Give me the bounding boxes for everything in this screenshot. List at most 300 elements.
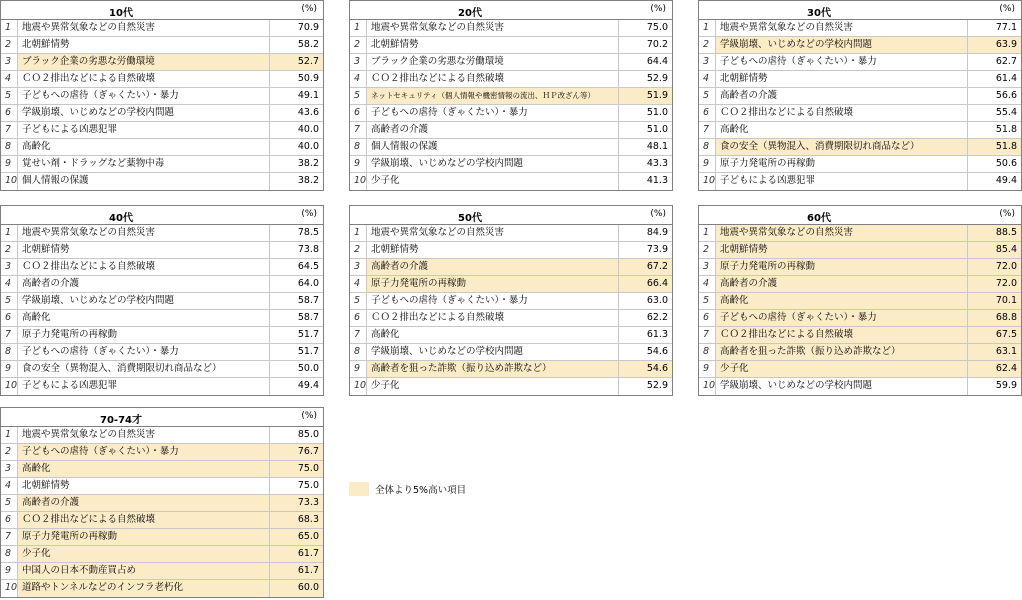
- item-label: 高齢化: [720, 124, 749, 135]
- rank-number: 5: [1, 495, 18, 511]
- rank-number: 5: [1, 88, 18, 104]
- table-row: [699, 276, 1021, 293]
- rank-number: 5: [350, 88, 367, 104]
- rank-number: 1: [350, 225, 367, 241]
- table-row: [1, 37, 323, 54]
- unit-label: (%): [301, 4, 317, 14]
- unit-label: (%): [301, 209, 317, 219]
- table-row: [1, 378, 323, 395]
- item-value: 62.4: [967, 361, 1021, 377]
- item-value: 62.7: [967, 54, 1021, 70]
- item-label: 子どもへの虐待（ぎゃくたい）・暴力: [18, 444, 269, 460]
- table-row: [699, 122, 1021, 139]
- table-row: [699, 259, 1021, 276]
- item-value: 60.0: [269, 580, 323, 597]
- item-value: 51.0: [618, 105, 672, 121]
- table-row: [699, 344, 1021, 361]
- item-value: 77.1: [967, 20, 1021, 36]
- table-row: [350, 122, 672, 139]
- table-row: [350, 173, 672, 190]
- item-value: 67.5: [967, 327, 1021, 343]
- item-label: 北朝鮮情勢: [371, 244, 419, 255]
- item-value: 66.4: [618, 276, 672, 292]
- panel-title: 40代: [109, 213, 133, 224]
- table-row: [1, 310, 323, 327]
- item-value: 51.7: [269, 327, 323, 343]
- panel-header: [1, 1, 323, 20]
- rank-number: 8: [699, 139, 716, 155]
- rank-number: 9: [350, 156, 367, 172]
- table-row: [1, 361, 323, 378]
- table-row: [1, 427, 323, 444]
- item-label: 子どもによる凶悪犯罪: [720, 175, 816, 186]
- panel-header: [350, 1, 672, 20]
- ranking-panel-50s: [349, 205, 673, 396]
- table-row: [350, 242, 672, 259]
- rank-number: 9: [1, 361, 18, 377]
- item-label: ＣＯ２排出などによる自然破壊: [371, 312, 505, 323]
- item-value: 76.7: [269, 444, 323, 460]
- item-value: 62.2: [618, 310, 672, 326]
- rank-number: 7: [699, 327, 716, 343]
- item-value: 78.5: [269, 225, 323, 241]
- table-row: [1, 444, 323, 461]
- item-label: 学級崩壊、いじめなどの学校内問題: [22, 295, 175, 306]
- rank-number: 5: [1, 293, 18, 309]
- item-label: ＣＯ２排出などによる自然破壊: [22, 73, 156, 84]
- rank-number: 5: [699, 293, 716, 309]
- item-label: 子どもへの虐待（ぎゃくたい）・暴力: [22, 90, 179, 101]
- table-row: [1, 259, 323, 276]
- legend-swatch: [349, 482, 369, 496]
- rank-number: 10: [350, 173, 367, 190]
- item-label: ＣＯ２排出などによる自然破壊: [18, 512, 269, 528]
- item-value: 48.1: [618, 139, 672, 155]
- item-value: 75.0: [269, 478, 323, 494]
- table-row: [699, 156, 1021, 173]
- item-value: 54.6: [618, 361, 672, 377]
- table-row: [350, 20, 672, 37]
- item-value: 59.9: [967, 378, 1021, 395]
- item-label: 道路やトンネルなどのインフラ老朽化: [18, 580, 269, 597]
- rank-number: 7: [1, 327, 18, 343]
- ranking-panel-30s: [698, 0, 1022, 191]
- table-row: [699, 37, 1021, 54]
- item-value: 63.9: [967, 37, 1021, 53]
- rank-number: 6: [699, 105, 716, 121]
- item-label: 中国人の日本不動産買占め: [18, 563, 269, 579]
- table-row: [1, 139, 323, 156]
- item-value: 54.6: [618, 344, 672, 360]
- ranking-panel-70-74: [0, 407, 324, 598]
- table-row: [350, 276, 672, 293]
- table-row: [699, 293, 1021, 310]
- rank-number: 6: [1, 310, 18, 326]
- table-row: [1, 478, 323, 495]
- rank-number: 3: [1, 461, 18, 477]
- item-value: 61.7: [269, 563, 323, 579]
- rank-number: 10: [1, 580, 18, 597]
- item-label: 高齢化: [22, 312, 51, 323]
- item-label: 高齢者を狙った詐欺（振り込め詐欺など）: [367, 361, 618, 377]
- item-value: 52.9: [618, 71, 672, 87]
- item-value: 85.0: [269, 427, 323, 443]
- item-label: 高齢化: [22, 141, 51, 152]
- table-row: [699, 173, 1021, 190]
- panel-title: 20代: [458, 8, 482, 19]
- table-row: [350, 344, 672, 361]
- table-row: [350, 310, 672, 327]
- item-label: 高齢化: [18, 461, 269, 477]
- item-value: 41.3: [618, 173, 672, 190]
- table-row: [1, 242, 323, 259]
- panel-title: 60代: [807, 213, 831, 224]
- item-value: 64.0: [269, 276, 323, 292]
- panel-header: [1, 206, 323, 225]
- item-label: 子どもによる凶悪犯罪: [22, 124, 118, 135]
- ranking-panel-40s: [0, 205, 324, 396]
- table-row: [699, 54, 1021, 71]
- item-value: 61.3: [618, 327, 672, 343]
- table-row: [699, 105, 1021, 122]
- table-row: [350, 71, 672, 88]
- item-label: 覚せい剤・ドラッグなど薬物中毒: [22, 158, 165, 169]
- item-label: 子どもによる凶悪犯罪: [22, 380, 118, 391]
- table-row: [699, 361, 1021, 378]
- item-value: 38.2: [269, 173, 323, 190]
- table-row: [699, 310, 1021, 327]
- rank-number: 2: [350, 37, 367, 53]
- table-row: [1, 276, 323, 293]
- table-row: [699, 327, 1021, 344]
- item-value: 55.4: [967, 105, 1021, 121]
- item-value: 49.1: [269, 88, 323, 104]
- panel-header: [699, 206, 1021, 225]
- item-label: 少子化: [18, 546, 269, 562]
- table-row: [1, 344, 323, 361]
- item-label: 高齢化: [716, 293, 967, 309]
- item-value: 51.8: [967, 139, 1021, 155]
- rank-number: 8: [1, 546, 18, 562]
- ranking-panel-10s: [0, 0, 324, 191]
- table-row: [1, 156, 323, 173]
- item-label: 少子化: [716, 361, 967, 377]
- item-label: 高齢者を狙った詐欺（振り込め詐欺など）: [716, 344, 967, 360]
- table-row: [1, 88, 323, 105]
- item-label: 北朝鮮情勢: [22, 480, 70, 491]
- item-label: 原子力発電所の再稼動: [716, 259, 967, 275]
- item-value: 58.7: [269, 293, 323, 309]
- item-value: 70.1: [967, 293, 1021, 309]
- item-value: 63.0: [618, 293, 672, 309]
- rank-number: 10: [699, 378, 716, 395]
- unit-label: (%): [999, 209, 1015, 219]
- item-value: 63.1: [967, 344, 1021, 360]
- rank-number: 6: [350, 310, 367, 326]
- item-label: 子どもへの虐待（ぎゃくたい）・暴力: [716, 310, 967, 326]
- rank-number: 5: [350, 293, 367, 309]
- rank-number: 10: [1, 173, 18, 190]
- rank-number: 3: [699, 54, 716, 70]
- panel-title: 30代: [807, 8, 831, 19]
- rank-number: 6: [1, 105, 18, 121]
- ranking-panel-20s: [349, 0, 673, 191]
- item-value: 88.5: [967, 225, 1021, 241]
- item-value: 51.8: [967, 122, 1021, 138]
- item-value: 85.4: [967, 242, 1021, 258]
- table-row: [699, 242, 1021, 259]
- item-value: 67.2: [618, 259, 672, 275]
- rank-number: 1: [1, 427, 18, 443]
- item-value: 43.6: [269, 105, 323, 121]
- item-value: 40.0: [269, 139, 323, 155]
- rank-number: 2: [1, 37, 18, 53]
- table-row: [350, 105, 672, 122]
- rank-number: 8: [350, 344, 367, 360]
- item-label: 個人情報の保護: [371, 141, 438, 152]
- item-value: 40.0: [269, 122, 323, 138]
- rank-number: 3: [699, 259, 716, 275]
- rank-number: 3: [350, 54, 367, 70]
- item-value: 50.9: [269, 71, 323, 87]
- item-value: 73.3: [269, 495, 323, 511]
- table-row: [350, 54, 672, 71]
- table-row: [699, 71, 1021, 88]
- table-row: [1, 529, 323, 546]
- table-row: [699, 88, 1021, 105]
- table-row: [350, 37, 672, 54]
- rank-number: 3: [1, 54, 18, 70]
- rank-number: 4: [350, 276, 367, 292]
- item-label: 原子力発電所の再稼動: [720, 158, 816, 169]
- table-row: [1, 122, 323, 139]
- rank-number: 7: [350, 327, 367, 343]
- table-row: [350, 378, 672, 395]
- rank-number: 1: [699, 225, 716, 241]
- item-label: 学級崩壊、いじめなどの学校内問題: [720, 380, 873, 391]
- item-value: 61.7: [269, 546, 323, 562]
- item-value: 68.3: [269, 512, 323, 528]
- item-value: 50.0: [269, 361, 323, 377]
- item-label: 地震や異常気象などの自然災害: [716, 225, 967, 241]
- item-label: 子どもへの虐待（ぎゃくたい）・暴力: [371, 107, 528, 118]
- table-row: [350, 139, 672, 156]
- item-value: 73.8: [269, 242, 323, 258]
- item-label: 学級崩壊、いじめなどの学校内問題: [716, 37, 967, 53]
- rank-number: 4: [1, 478, 18, 494]
- panel-title: 10代: [109, 8, 133, 19]
- item-label: 学級崩壊、いじめなどの学校内問題: [371, 346, 524, 357]
- rank-number: 9: [1, 563, 18, 579]
- item-value: 49.4: [967, 173, 1021, 190]
- item-label: 高齢者の介護: [720, 90, 778, 101]
- table-row: [1, 580, 323, 597]
- item-value: 64.4: [618, 54, 672, 70]
- item-label: 食の安全（異物混入、消費期限切れ商品など）: [716, 139, 967, 155]
- rank-number: 8: [699, 344, 716, 360]
- rank-number: 10: [699, 173, 716, 190]
- rank-number: 4: [1, 71, 18, 87]
- rank-number: 4: [350, 71, 367, 87]
- rank-number: 4: [699, 71, 716, 87]
- legend-label: 全体より5%高い項目: [375, 485, 467, 496]
- item-label: 子どもへの虐待（ぎゃくたい）・暴力: [371, 295, 528, 306]
- item-label: 原子力発電所の再稼動: [22, 329, 118, 340]
- table-row: [350, 293, 672, 310]
- panel-title: 70-74才: [100, 415, 142, 426]
- rank-number: 2: [350, 242, 367, 258]
- rank-number: 9: [699, 361, 716, 377]
- item-value: 72.0: [967, 276, 1021, 292]
- rank-number: 8: [1, 139, 18, 155]
- item-value: 70.2: [618, 37, 672, 53]
- table-row: [350, 88, 672, 105]
- rank-number: 9: [350, 361, 367, 377]
- rank-number: 9: [1, 156, 18, 172]
- item-label: 北朝鮮情勢: [716, 242, 967, 258]
- rank-number: 2: [699, 242, 716, 258]
- item-label: 高齢者の介護: [367, 259, 618, 275]
- table-row: [350, 361, 672, 378]
- rank-number: 10: [1, 378, 18, 395]
- table-row: [1, 563, 323, 580]
- item-label: 少子化: [371, 175, 400, 186]
- item-value: 56.6: [967, 88, 1021, 104]
- table-row: [699, 20, 1021, 37]
- rank-number: 3: [350, 259, 367, 275]
- item-value: 58.7: [269, 310, 323, 326]
- item-label: ＣＯ２排出などによる自然破壊: [716, 327, 967, 343]
- table-row: [1, 173, 323, 190]
- item-label: 地震や異常気象などの自然災害: [720, 22, 854, 33]
- unit-label: (%): [301, 411, 317, 421]
- table-row: [1, 327, 323, 344]
- unit-label: (%): [999, 4, 1015, 14]
- item-label: 地震や異常気象などの自然災害: [22, 22, 156, 33]
- rank-number: 3: [1, 259, 18, 275]
- item-value: 61.4: [967, 71, 1021, 87]
- item-label: 高齢化: [371, 329, 400, 340]
- item-value: 38.2: [269, 156, 323, 172]
- rank-number: 2: [699, 37, 716, 53]
- item-value: 50.6: [967, 156, 1021, 172]
- table-row: [350, 327, 672, 344]
- item-label: 地震や異常気象などの自然災害: [22, 429, 156, 440]
- rank-number: 10: [350, 378, 367, 395]
- item-value: 52.7: [269, 54, 323, 70]
- rank-number: 6: [1, 512, 18, 528]
- rank-number: 1: [1, 225, 18, 241]
- panel-header: [699, 1, 1021, 20]
- rank-number: 2: [1, 242, 18, 258]
- item-value: 68.8: [967, 310, 1021, 326]
- table-row: [1, 546, 323, 563]
- item-label: ＣＯ２排出などによる自然破壊: [371, 73, 505, 84]
- legend: [349, 482, 466, 496]
- rank-number: 8: [350, 139, 367, 155]
- item-label: 原子力発電所の再稼動: [367, 276, 618, 292]
- item-label: ブラック企業の劣悪な労働環境: [371, 56, 504, 67]
- item-value: 75.0: [618, 20, 672, 36]
- item-label: 少子化: [371, 380, 400, 391]
- item-label: 高齢者の介護: [18, 495, 269, 511]
- item-label: 北朝鮮情勢: [22, 244, 70, 255]
- table-row: [699, 225, 1021, 242]
- panel-title: 50代: [458, 213, 482, 224]
- panel-header: [1, 408, 323, 427]
- item-label: 北朝鮮情勢: [22, 39, 70, 50]
- item-value: 73.9: [618, 242, 672, 258]
- item-label: 学級崩壊、いじめなどの学校内問題: [22, 107, 175, 118]
- table-row: [1, 495, 323, 512]
- rank-number: 8: [1, 344, 18, 360]
- item-value: 52.9: [618, 378, 672, 395]
- item-value: 51.0: [618, 122, 672, 138]
- item-label: 高齢者の介護: [716, 276, 967, 292]
- item-value: 49.4: [269, 378, 323, 395]
- table-row: [699, 378, 1021, 395]
- table-row: [699, 139, 1021, 156]
- item-label: 個人情報の保護: [22, 175, 89, 186]
- table-row: [1, 71, 323, 88]
- rank-number: 6: [350, 105, 367, 121]
- table-row: [1, 225, 323, 242]
- table-row: [1, 20, 323, 37]
- item-label: 食の安全（異物混入、消費期限切れ商品など）: [22, 363, 222, 374]
- rank-number: 7: [1, 122, 18, 138]
- rank-number: 7: [350, 122, 367, 138]
- item-label: 学級崩壊、いじめなどの学校内問題: [371, 158, 524, 169]
- table-row: [350, 259, 672, 276]
- table-row: [1, 512, 323, 529]
- item-label: 子どもへの虐待（ぎゃくたい）・暴力: [22, 346, 179, 357]
- item-value: 65.0: [269, 529, 323, 545]
- item-label: 子どもへの虐待（ぎゃくたい）・暴力: [720, 56, 877, 67]
- rank-number: 7: [1, 529, 18, 545]
- rank-number: 7: [699, 122, 716, 138]
- rank-number: 1: [1, 20, 18, 36]
- rank-number: 4: [699, 276, 716, 292]
- item-value: 58.2: [269, 37, 323, 53]
- rank-number: 2: [1, 444, 18, 460]
- panel-header: [350, 206, 672, 225]
- item-label: 北朝鮮情勢: [720, 73, 768, 84]
- item-label: 地震や異常気象などの自然災害: [371, 227, 505, 238]
- ranking-panel-60s: [698, 205, 1022, 396]
- rank-number: 5: [699, 88, 716, 104]
- item-value: 72.0: [967, 259, 1021, 275]
- table-row: [1, 54, 323, 71]
- item-value: 75.0: [269, 461, 323, 477]
- table-row: [1, 105, 323, 122]
- item-value: 43.3: [618, 156, 672, 172]
- rank-number: 1: [350, 20, 367, 36]
- rank-number: 1: [699, 20, 716, 36]
- table-row: [350, 225, 672, 242]
- item-value: 70.9: [269, 20, 323, 36]
- rank-number: 6: [699, 310, 716, 326]
- item-label: 地震や異常気象などの自然災害: [22, 227, 156, 238]
- item-label: 原子力発電所の再稼動: [18, 529, 269, 545]
- item-label: ＣＯ２排出などによる自然破壊: [720, 107, 854, 118]
- item-value: 51.9: [618, 88, 672, 104]
- unit-label: (%): [650, 209, 666, 219]
- item-label: 高齢者の介護: [371, 124, 429, 135]
- item-label: 北朝鮮情勢: [371, 39, 419, 50]
- item-label: ネットセキュリティ（個人情報や機密情報の流出、ＨＰ改ざん等）: [367, 88, 618, 104]
- table-row: [1, 293, 323, 310]
- item-value: 51.7: [269, 344, 323, 360]
